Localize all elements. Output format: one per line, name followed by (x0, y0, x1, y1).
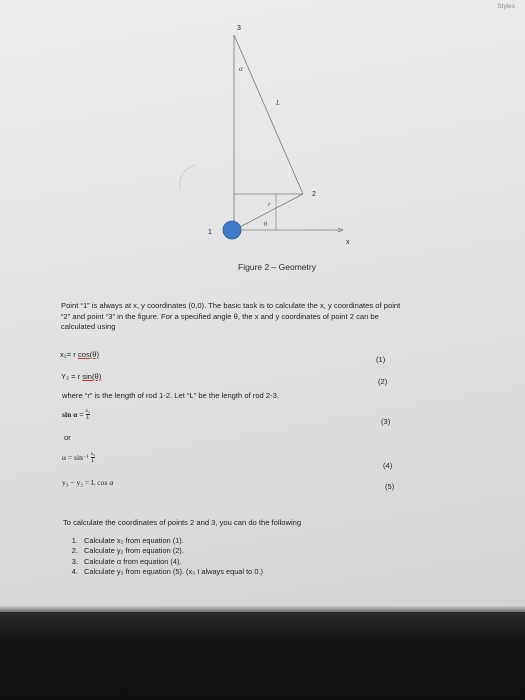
eq4-lhs: α = sin (62, 453, 83, 462)
eq1-function: cos(θ) (77, 350, 100, 359)
styles-pane-label[interactable]: Styles (497, 3, 515, 10)
eq2-function: sin(θ) (82, 372, 102, 381)
eq4-number: (4) (383, 461, 393, 470)
where-text: where “r” is the length of rod 1-2. Let “L” be the length of rod 2-3. (62, 391, 279, 400)
eq4-fraction (91, 451, 95, 464)
equation-3 (62, 408, 90, 421)
alpha-label: α (239, 65, 243, 73)
equation-5: y₃ − y₂ = L cos α (62, 478, 114, 487)
equation-2 (61, 372, 101, 381)
eq4-numerator: x₂ (90, 451, 96, 457)
point-3-label: 3 (237, 25, 241, 32)
eq4-superscript: −1 (82, 455, 89, 460)
paragraph-line-3: calculated using (61, 322, 116, 331)
eq4-denominator: L (91, 458, 95, 464)
monitor-bezel (0, 612, 525, 700)
eq1-prefix: x₂= r (60, 350, 78, 359)
paragraph-line-1: Point “1” is always at x, y coordinates (0,0). The basic task is to calculate the x, y coordinates of point (61, 301, 401, 310)
paragraph-line-2: “2” and point “3” in the figure. For a specified angle θ, the x and y coordinates of point 2 can be (61, 311, 379, 321)
rod-r (234, 194, 303, 230)
intro-paragraph (61, 301, 486, 333)
equation-4 (62, 451, 95, 464)
point-2-label: 2 (312, 191, 316, 198)
eq3-number: (3) (381, 417, 391, 426)
equation-1 (60, 350, 99, 359)
eq1-number: (1) (376, 355, 386, 364)
step-item: 2. Calculate y₂ from equation (2). (80, 546, 263, 556)
geometry-figure (0, 0, 525, 300)
eq3-fraction (86, 408, 90, 421)
step-item: 3. Calculate α from equation (4). (80, 557, 263, 567)
eq2-number: (2) (378, 377, 388, 386)
eq3-denominator: L (86, 415, 90, 421)
figure-caption: Figure 2 – Geometry (238, 262, 316, 272)
eq5-number: (5) (385, 482, 395, 491)
page-fold-mark (180, 165, 195, 190)
or-text: or (64, 433, 71, 442)
rod-L-label: L (276, 99, 280, 107)
theta-label: θ (264, 221, 268, 228)
step-item: 4. Calculate y₃ from equation (5). (x₃ I always equal to 0.) (80, 567, 263, 577)
eq3-lhs: sin α = (62, 410, 84, 419)
rod-L (234, 35, 303, 194)
eq2-prefix: Y₂ = r (61, 372, 83, 381)
eq3-numerator: x₂ (85, 408, 91, 414)
point-1-label: 1 (208, 229, 212, 236)
point-1-marker (223, 221, 241, 239)
procedure-steps (66, 536, 263, 577)
step-item: 1. Calculate x₂ from equation (1). (80, 536, 263, 546)
rod-r-label: r (268, 201, 271, 208)
procedure-intro: To calculate the coordinates of points 2 and 3, you can do the following (63, 518, 302, 527)
x-axis-label: x (346, 239, 350, 246)
